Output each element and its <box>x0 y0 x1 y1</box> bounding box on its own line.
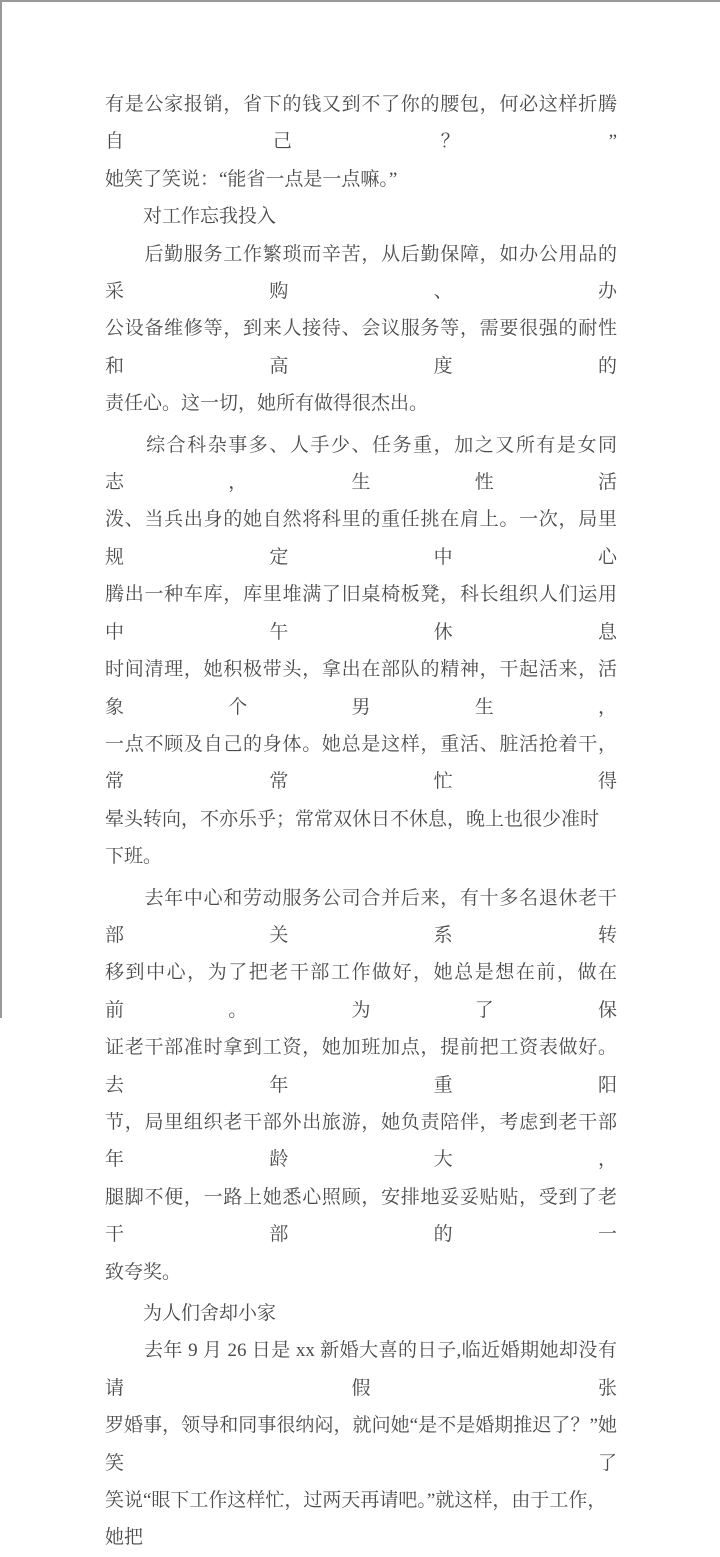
text-line: 致夸奖。 <box>105 1261 182 1283</box>
text-line: 腿脚不便，一路上她悉心照顾，安排地妥妥贴贴，受到了老干部的一 <box>105 1186 617 1246</box>
text-line: 综合科杂事多、人手少、任务重，加之又所有是女同志，生性活 <box>105 434 617 494</box>
text-line: 公设备维修等，到来人接待、会议服务等，需要很强的耐性和高度的 <box>105 318 617 377</box>
text-line: 后勤服务工作繁琐而辛苦，从后勤保障，如办公用品的采购、办 <box>105 243 617 303</box>
text-line: 一点不顾及自己的身体。她总是这样，重活、脏活抢着干，常常忙得 <box>105 733 617 793</box>
text-line: 节，局里组织老干部外出旅游，她负责陪伴，考虑到老干部年龄大， <box>105 1111 617 1171</box>
text-line: 移到中心，为了把老干部工作做好，她总是想在前，做在前。为了保 <box>105 962 617 1021</box>
section-heading: 对工作忘我投入 <box>105 206 277 228</box>
text-line: 时间清理，她积极带头，拿出在部队的精神，干起活来，活象个男生， <box>105 659 617 718</box>
text-line: 罗婚事，领导和同事很纳闷，就问她“是不是婚期推迟了？”她笑了 <box>105 1415 617 1474</box>
text-line: 笑说“眼下工作这样忙，过两天再请吧。”就这样，由于工作，她把 <box>105 1490 607 1549</box>
document-text-block <box>105 86 617 1557</box>
text-line: 晕头转向，不亦乐乎；常常双休日不休息，晚上也很少准时下班。 <box>105 808 600 868</box>
text-line: 泼、当兵出身的她自然将科里的重任挑在肩上。一次，局里规定中心 <box>105 509 617 568</box>
section-heading: 为人们舍却小家 <box>105 1303 277 1324</box>
text-line: 去年 9 月 26 日是 xx 新婚大喜的日子,临近婚期她却没有请假张 <box>105 1340 617 1399</box>
text-line: 去年中心和劳动服务公司合并后来，有十多名退休老干部关系转 <box>105 887 617 946</box>
text-line: 证老干部准时拿到工资，她加班加点，提前把工资表做好。去年重阳 <box>105 1037 617 1096</box>
text-line: 腾出一种车库，库里堆满了旧桌椅板凳，科长组织人们运用中午休息 <box>105 584 617 643</box>
text-line: 她笑了笑说：“能省一点是一点嘛。” <box>105 168 398 190</box>
text-line: 责任心。这一切，她所有做得很杰出。 <box>105 393 429 415</box>
text-line: 有是公家报销，省下的钱又到不了你的腰包，何必这样折腾自己？” <box>105 94 617 153</box>
